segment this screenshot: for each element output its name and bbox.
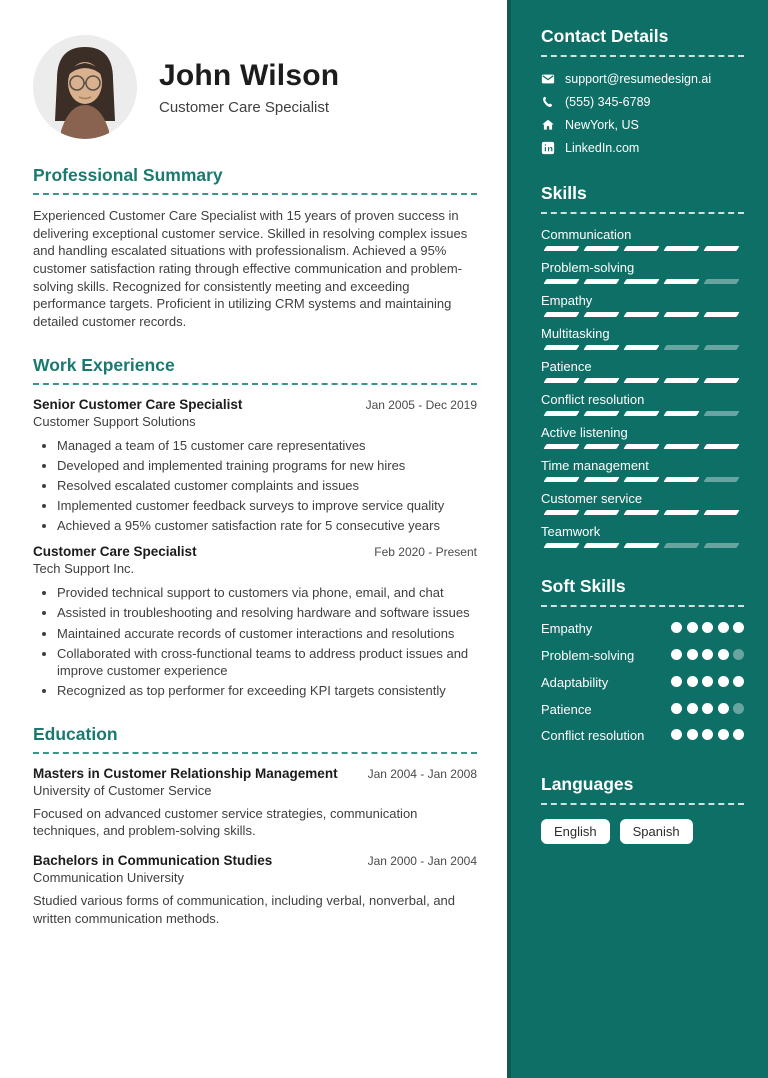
skill-label: Teamwork: [541, 524, 601, 539]
education-entry: [33, 766, 477, 840]
contact-location-text: NewYork, US: [565, 118, 639, 132]
soft-skill-label: Conflict resolution: [541, 728, 645, 744]
language-chip: Spanish: [620, 819, 693, 844]
job-bullet: • Achieved a 95% customer satisfaction rate for 5 consecutive years: [57, 517, 477, 535]
contact-phone-text: (555) 345-6789: [565, 95, 651, 109]
skill-bar: [541, 378, 744, 383]
profile-photo: [33, 35, 137, 139]
skill-row: [541, 392, 744, 416]
header: [33, 35, 477, 139]
soft-skill-label: Empathy: [541, 621, 593, 636]
soft-skill-label: Adaptability: [541, 674, 609, 690]
job-bullet: • Provided technical support to customers via phone, email, and chat: [57, 584, 477, 602]
job-dates: Jan 2005 - Dec 2019: [365, 397, 477, 412]
contact-location: [541, 118, 744, 132]
contact-email[interactable]: [541, 72, 744, 86]
skill-bar: [541, 510, 744, 515]
job-head: [33, 544, 477, 559]
soft-skills-list: [541, 620, 744, 746]
languages-heading: Languages: [541, 774, 744, 805]
skill-bar: [541, 543, 744, 548]
soft-skill-label: Problem-solving: [541, 647, 635, 663]
section-professional-summary: [33, 165, 477, 331]
soft-skill-dots: [671, 727, 744, 746]
skill-bar: [541, 444, 744, 449]
job-dates: Feb 2020 - Present: [374, 545, 477, 560]
skills-section: [541, 183, 744, 548]
job-bullet: • Managed a team of 15 customer care representatives: [57, 437, 477, 455]
soft-skill-dots: [671, 674, 744, 693]
skill-label: Patience: [541, 359, 592, 374]
skill-row: [541, 326, 744, 350]
languages-list: [541, 819, 744, 844]
job-bullet: • Implemented customer feedback surveys to improve service quality: [57, 497, 477, 515]
job-bullet: • Assisted in troubleshooting and resolving hardware and software issues: [57, 604, 477, 622]
skill-label: Conflict resolution: [541, 392, 645, 407]
education-heading: Education: [33, 724, 477, 754]
candidate-job-title: Customer Care Specialist: [159, 98, 330, 116]
soft-skill-dots: [671, 701, 744, 720]
work-heading: Work Experience: [33, 355, 477, 385]
skill-row: [541, 293, 744, 317]
education-dates: Jan 2000 - Jan 2004: [367, 854, 477, 869]
skills-heading: Skills: [541, 183, 744, 214]
skill-label: Communication: [541, 227, 632, 242]
job-head: [33, 397, 477, 412]
education-head: [33, 766, 477, 781]
contact-email-text: support@resumedesign.ai: [565, 72, 712, 86]
job-entry: [33, 544, 477, 699]
skill-label: Active listening: [541, 425, 628, 440]
summary-heading: Professional Summary: [33, 165, 477, 195]
skill-row: [541, 359, 744, 383]
languages-section: [541, 774, 744, 844]
soft-skill-label: Patience: [541, 701, 592, 717]
section-education: [33, 724, 477, 928]
education-head: [33, 853, 477, 868]
contact-list: [541, 72, 744, 155]
soft-skill-row: [541, 647, 744, 666]
skill-row: [541, 425, 744, 449]
contact-linkedin[interactable]: [541, 141, 744, 155]
degree: Bachelors in Communication Studies: [33, 853, 273, 869]
soft-skill-row: [541, 620, 744, 639]
soft-skill-row: [541, 701, 744, 720]
job-bullet: • Collaborated with cross-functional teams to address product issues and improve customer experience: [57, 645, 477, 680]
language-chip: English: [541, 819, 610, 844]
soft-skill-row: [541, 674, 744, 693]
avatar-illustration: [33, 35, 137, 139]
job-bullet: • Recognized as top performer for exceeding KPI targets consistently: [57, 682, 477, 700]
skill-label: Problem-solving: [541, 260, 635, 275]
skill-bar: [541, 477, 744, 482]
skill-row: [541, 491, 744, 515]
job-bullet: • Resolved escalated customer complaints and issues: [57, 477, 477, 495]
skill-row: [541, 260, 744, 284]
section-work-experience: [33, 355, 477, 700]
skill-bar: [541, 345, 744, 350]
email-icon: [541, 72, 555, 86]
soft-skill-dots: [671, 647, 744, 666]
contact-section: [541, 26, 744, 155]
skill-bar: [541, 411, 744, 416]
education-description: Studied various forms of communication, including verbal, nonverbal, and written communication methods.: [33, 893, 456, 926]
degree: Masters in Customer Relationship Management: [33, 765, 338, 781]
job-entry: [33, 397, 477, 535]
identity: [159, 59, 339, 116]
job-bullet: • Developed and implemented training programs for new hires: [57, 457, 477, 475]
job-title: Customer Care Specialist: [33, 544, 197, 560]
education-dates: Jan 2004 - Jan 2008: [367, 766, 477, 781]
education-description: Focused on advanced customer service strategies, communication techniques, and problem-solving skills.: [33, 805, 418, 839]
sidebar: [507, 0, 768, 1078]
skill-label: Customer service: [541, 491, 643, 506]
skills-list: [541, 227, 744, 548]
job-title: Senior Customer Care Specialist: [33, 396, 243, 412]
soft-skills-heading: Soft Skills: [541, 576, 744, 607]
job-bullet: • Maintained accurate records of customer interactions and resolutions: [57, 625, 477, 643]
linkedin-icon: [541, 141, 555, 155]
job-bullets: [33, 584, 477, 699]
school: Communication University: [33, 870, 184, 886]
job-bullets: [33, 437, 477, 535]
skill-row: [541, 524, 744, 548]
skill-row: [541, 227, 744, 251]
skill-row: [541, 458, 744, 482]
skill-label: Empathy: [541, 293, 593, 308]
skill-bar: [541, 312, 744, 317]
skill-label: Multitasking: [541, 326, 610, 341]
candidate-name: John Wilson: [159, 58, 340, 92]
job-company: Tech Support Inc.: [33, 561, 135, 577]
job-company: Customer Support Solutions: [33, 413, 196, 429]
contact-linkedin-text: LinkedIn.com: [565, 141, 640, 155]
education-entry: [33, 853, 477, 927]
summary-text: Experienced Customer Care Specialist with 15 years of proven success in delivering exceptional customer service. Skilled in resolving complex issues and handling escalated situations with professionalism. Achieved a 95% customer satisfaction rating through effective communication and problem-solving skills. Recognized for consistently meeting and exceeding performance targets. Proficient in utilizing CRM systems and maintaining detailed customer records.: [33, 208, 468, 330]
home-icon: [541, 118, 555, 132]
phone-icon: [541, 95, 555, 109]
soft-skill-dots: [671, 620, 744, 639]
soft-skill-row: [541, 727, 744, 746]
contact-heading: Contact Details: [541, 26, 744, 57]
contact-phone[interactable]: [541, 95, 744, 109]
skill-bar: [541, 279, 744, 284]
soft-skills-section: [541, 576, 744, 746]
skill-label: Time management: [541, 458, 649, 473]
skill-bar: [541, 246, 744, 251]
school: University of Customer Service: [33, 782, 212, 798]
